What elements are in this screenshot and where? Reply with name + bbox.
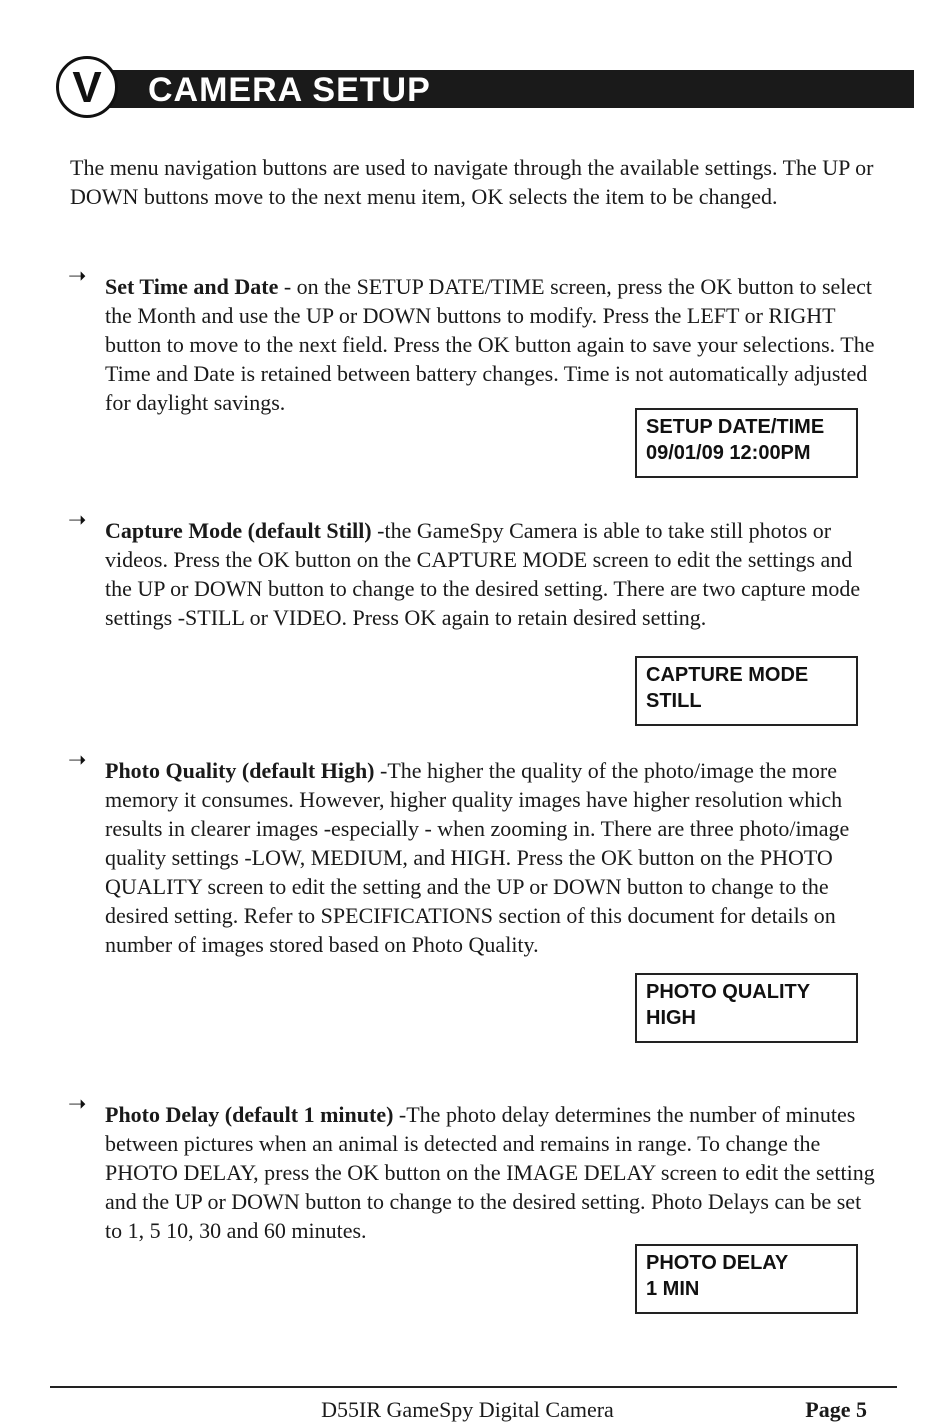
arrow-bullet-icon: ➝ xyxy=(68,1092,87,1117)
section-title: Set Time and Date xyxy=(105,274,279,299)
section-text xyxy=(105,516,880,632)
screen-line-2: 09/01/09 12:00PM xyxy=(646,442,811,464)
section-text xyxy=(105,756,880,959)
screen-line-2: 1 MIN xyxy=(646,1278,700,1300)
page-number: Page 5 xyxy=(805,1397,867,1422)
screen-line-2: HIGH xyxy=(646,1007,696,1029)
screen-line-1: PHOTO DELAY xyxy=(646,1252,789,1274)
section-set-time-date xyxy=(68,264,880,417)
section-title: Capture Mode (default Still) xyxy=(105,518,372,543)
section-title-plain: Photo Delay xyxy=(105,1102,220,1127)
section-photo-quality xyxy=(68,748,880,959)
chapter-numeral: V xyxy=(72,63,102,112)
chapter-badge xyxy=(56,56,118,118)
intro-paragraph: The menu navigation buttons are used to navigate through the available settings. The UP or DOWN buttons move to the next menu item, OK selects the item to be changed. xyxy=(70,155,874,209)
arrow-bullet-icon: ➝ xyxy=(68,264,87,289)
arrow-bullet-icon: ➝ xyxy=(68,508,87,533)
section-body: - on the SETUP DATE/TIME screen, press the OK button to select the Month and use the UP or DOWN buttons to modify. Press the LEFT or RIGHT button to move to the next field. Press the OK button again to save your selections. The Time and Date is retained between battery changes. Time is not automatically adjusted for daylight savings. xyxy=(105,274,875,415)
screen-photo-quality xyxy=(635,973,858,1043)
section-header xyxy=(56,56,914,124)
page-title: CAMERA SETUP xyxy=(148,71,431,109)
screen-photo-delay xyxy=(635,1244,858,1314)
section-body: -the GameSpy Camera is able to take still photos or videos. Press the OK button on the CAPTURE MODE screen to edit the settings and the UP or DOWN button to change to the desired setting. There are two capture mode settings -STILL or VIDEO. Press OK again to retain desired setting. xyxy=(105,518,861,630)
screen-setup-date-time xyxy=(635,408,858,478)
section-title: Photo Quality (default High) xyxy=(105,758,375,783)
section-capture-mode xyxy=(68,508,880,632)
footer-rule xyxy=(50,1386,897,1388)
screen-line-1: CAPTURE MODE xyxy=(646,664,809,686)
arrow-bullet-icon: ➝ xyxy=(68,748,87,773)
section-photo-delay xyxy=(68,1092,880,1245)
section-title: (default 1 minute) xyxy=(224,1102,394,1127)
screen-capture-mode xyxy=(635,656,858,726)
footer-title: D55IR GameSpy Digital Camera xyxy=(321,1397,614,1422)
screen-line-2: STILL xyxy=(646,690,702,712)
section-text xyxy=(105,1100,880,1245)
screen-line-1: SETUP DATE/TIME xyxy=(646,416,825,438)
section-body: -The photo delay determines the number of minutes between pictures when an animal is detected and remains in range. To change the PHOTO DELAY, press the OK button on the IMAGE DELAY screen to edit the setting and the UP or DOWN button to change to the desired setting. Photo Delays can be set to 1, 5 10, 30 and 60 minutes. xyxy=(105,1102,875,1243)
section-body: -The higher the quality of the photo/image the more memory it consumes. However, higher quality images have higher resolution which results in clearer images -especially - when zooming in. There are three photo/image quality settings -LOW, MEDIUM, and HIGH. Press the OK button on the PHOTO QUALITY screen to edit the setting and the UP or DOWN button to change to the desired setting. Refer to SPECIFICATIONS section of this document for details on number of images stored based on Photo Quality. xyxy=(105,758,850,957)
screen-line-1: PHOTO QUALITY xyxy=(646,981,811,1003)
section-text xyxy=(105,272,880,417)
